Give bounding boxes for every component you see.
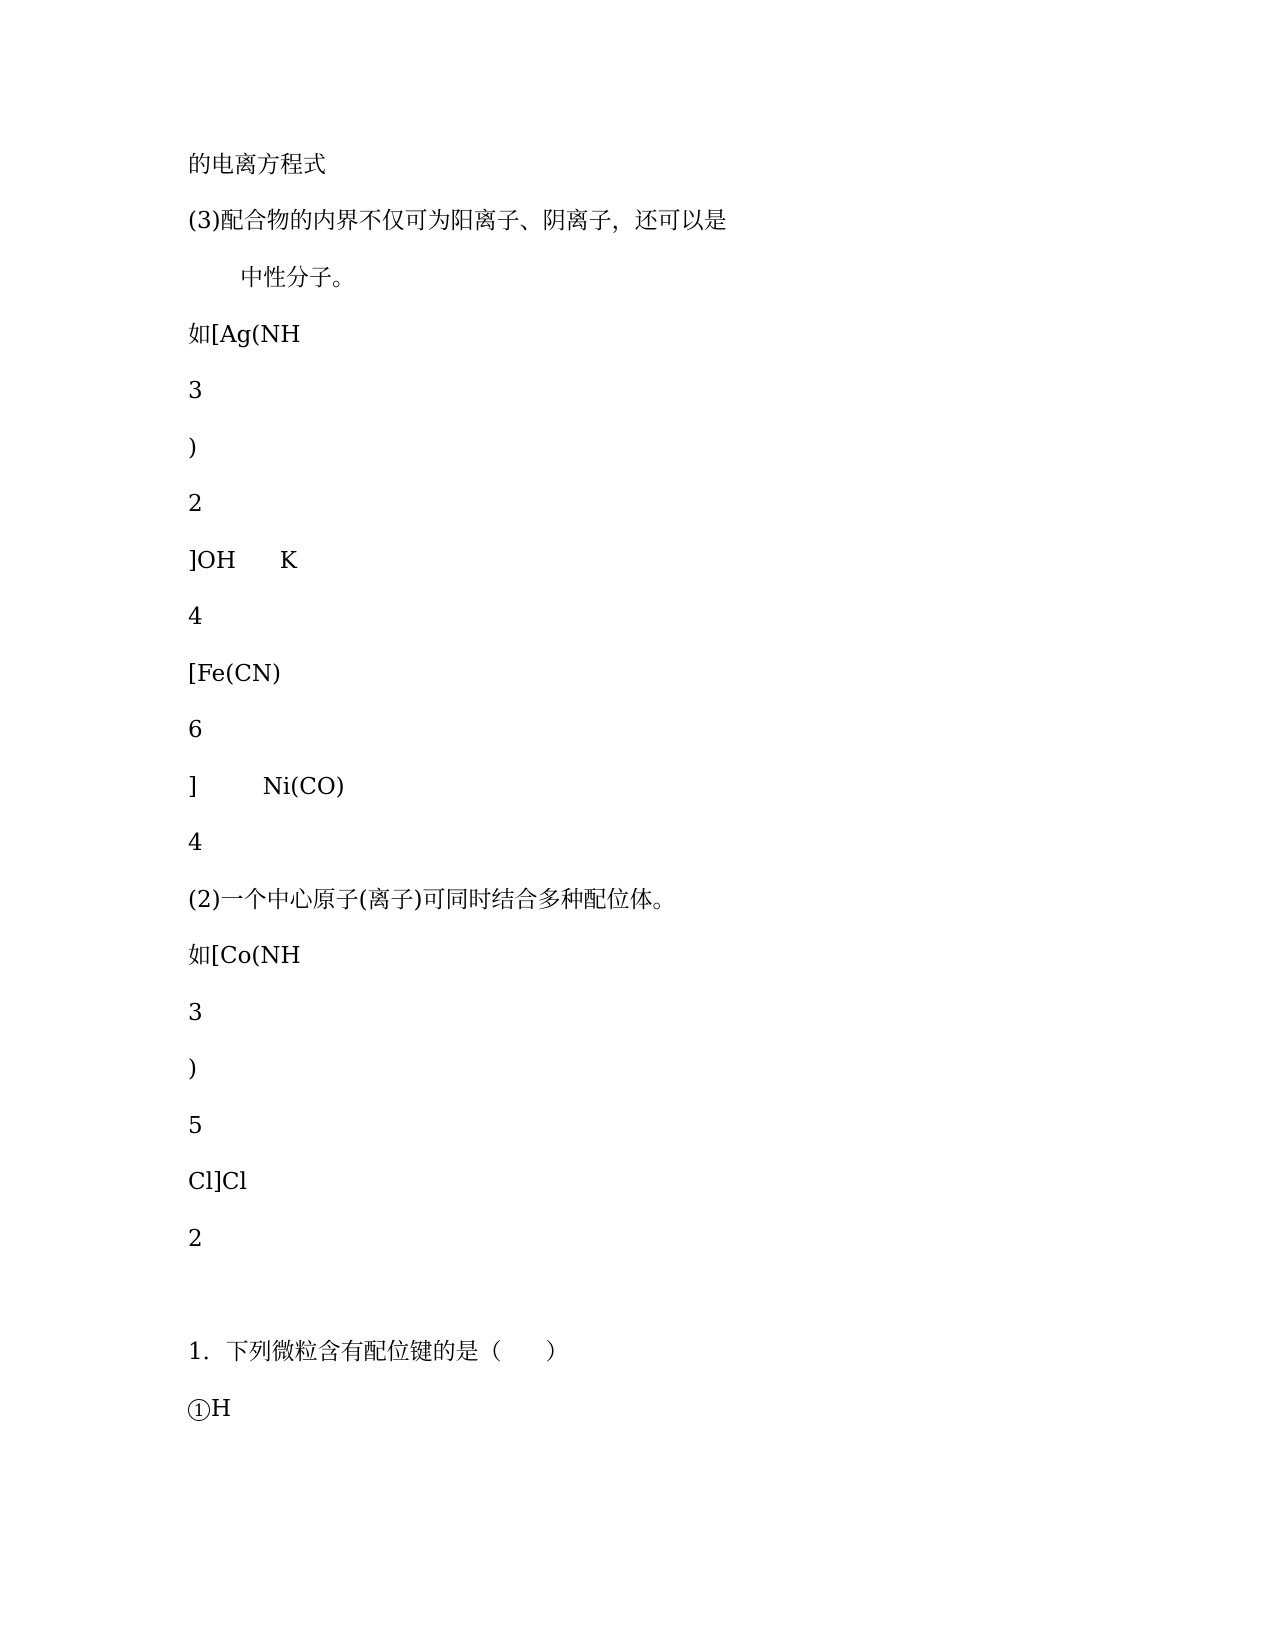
text-line: ] Ni(CO) xyxy=(188,774,345,800)
option-text: H xyxy=(211,1396,232,1422)
option-line xyxy=(188,1394,231,1424)
text-line: 4 xyxy=(188,830,203,856)
text-line: 4 xyxy=(188,604,203,630)
text-line: 3 xyxy=(188,378,203,404)
text-line: 3 xyxy=(188,1000,203,1026)
text-line: 中性分子。 xyxy=(240,265,355,291)
text-line: [Fe(CN) xyxy=(188,661,281,687)
text-line: 如[Ag(NH xyxy=(188,322,301,348)
text-line: 6 xyxy=(188,717,203,743)
text-line: 5 xyxy=(188,1113,203,1139)
text-line: 2 xyxy=(188,491,203,517)
text-line: (3)配合物的内界不仅可为阳离子、阴离子，还可以是 xyxy=(188,208,727,234)
text-line: 如[Co(NH xyxy=(188,943,301,969)
circled-number-marker: 1 xyxy=(188,1399,210,1421)
text-line: ]OH K xyxy=(188,548,297,574)
text-line: 2 xyxy=(188,1226,203,1252)
text-line: 的电离方程式 xyxy=(188,152,326,178)
question-heading: 1．下列微粒含有配位键的是（ ） xyxy=(188,1339,569,1365)
text-line: ) xyxy=(188,435,197,461)
text-line: (2)一个中心原子(离子)可同时结合多种配位体。 xyxy=(188,887,676,913)
text-line: ) xyxy=(188,1056,197,1082)
text-line: Cl]Cl xyxy=(188,1169,247,1195)
